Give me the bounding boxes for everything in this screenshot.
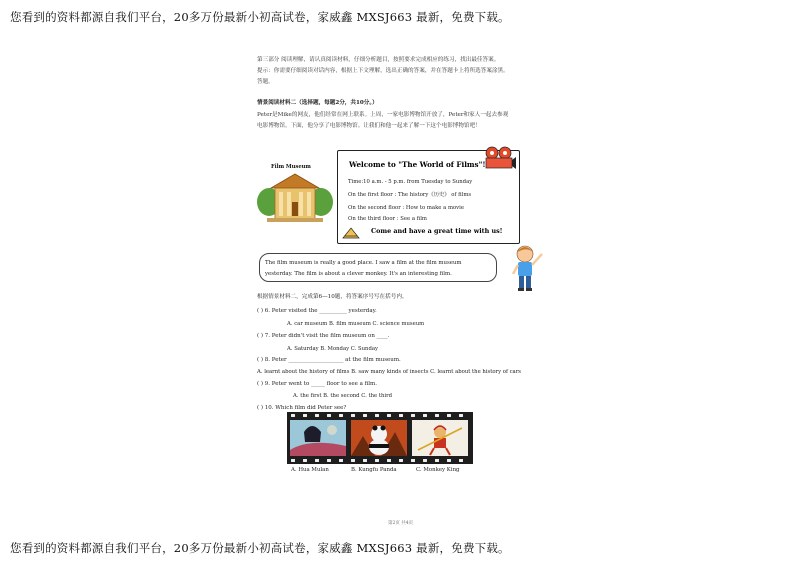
hua-mulan-poster bbox=[290, 420, 346, 456]
context-line-2: 电影博物馆。下面，他分享了电影博物馆。让我们和他一起来了解一下这个电影博物馆吧！ bbox=[257, 123, 481, 129]
question-9-stem: ( ) 9. Peter went to _____ floor to see a film. bbox=[257, 381, 378, 387]
monkey-king-poster bbox=[412, 420, 468, 456]
intro-line-3: 答题。 bbox=[257, 79, 274, 85]
sign-title: Welcome to "The World of Films"! bbox=[349, 160, 486, 169]
caption-hua-mulan: A. Hua Mulan bbox=[291, 467, 329, 473]
film-strip-options bbox=[287, 412, 473, 464]
intro-paragraph bbox=[257, 56, 555, 86]
clapperboard-icon bbox=[341, 226, 363, 240]
sign-second-floor: On the second floor : How to make a movie bbox=[348, 205, 464, 211]
sign-first-floor: On the first floor : The history《历史》 of films bbox=[348, 192, 472, 198]
question-7-stem: ( ) 7. Peter didn't visit the film museum on ____. bbox=[257, 333, 390, 339]
film-projector-icon bbox=[483, 146, 517, 170]
peter-speech-bubble bbox=[259, 253, 497, 282]
page-number: 第2页 共4页 bbox=[388, 521, 414, 526]
sign-third-floor: On the third floor : See a film bbox=[348, 216, 427, 222]
caption-monkey-king: C. Monkey King bbox=[416, 467, 460, 473]
section-heading: 情景阅读材料二（选择题，每题2分，共10分。） bbox=[257, 100, 378, 106]
film-museum-label: Film Museum bbox=[271, 164, 311, 170]
question-8-stem: ( ) 8. Peter ____________________ at the film museum. bbox=[257, 357, 401, 363]
intro-line-1: 第三部分 阅读理解，请认真阅读材料，仔细分析题目，按照要求完成相应的练习，找出最佳答案。 bbox=[257, 57, 500, 63]
question-8-options: A. learnt about the history of films B. saw many kinds of insects C. learnt about the history of cars bbox=[257, 369, 521, 375]
boy-character-illustration bbox=[510, 244, 546, 292]
worksheet-page bbox=[257, 50, 557, 530]
question-7-options: A. Saturday B. Monday C. Sunday bbox=[287, 346, 379, 352]
caption-kungfu-panda: B. Kungfu Panda bbox=[351, 467, 397, 473]
context-paragraph bbox=[257, 111, 555, 130]
intro-line-2: 提示：你需要仔细阅读对话内容，根据上下文理解，选出正确的答案，并在答题卡上将所选答案涂黑。 bbox=[257, 68, 509, 74]
question-6-stem: ( ) 6. Peter visited the __________ yesterday. bbox=[257, 308, 377, 314]
kungfu-panda-poster bbox=[351, 420, 407, 456]
museum-building-illustration bbox=[257, 172, 333, 224]
question-6-options: A. car museum B. film museum C. science museum bbox=[287, 321, 425, 327]
bubble-line-2: yesterday. The film is about a clever monkey. It's an interesting film. bbox=[265, 271, 452, 277]
context-line-1: Peter是Mike的网友，他们经常在网上联系。上周，一家电影博物馆开放了，Peter和家人一起去参观 bbox=[257, 112, 509, 118]
promo-banner-bottom: 您看到的资料都源自我们平台，20多万份最新小初高试卷，家威鑫 MXSJ663 最新，免费下载。 bbox=[10, 541, 510, 555]
sign-closing-line: Come and have a great time with us! bbox=[371, 227, 503, 235]
sign-opening-hours: Time:10 a.m. - 5 p.m. from Tuesday to Sunday bbox=[348, 179, 473, 185]
task-instruction: 根据情景材料二，完成第6—10题，将答案序号写在括号内。 bbox=[257, 294, 408, 300]
bubble-line-1: The film museum is really a good place. I saw a film at the film museum bbox=[265, 260, 462, 266]
question-10-stem: ( ) 10. Which film did Peter see? bbox=[257, 405, 347, 411]
promo-banner-top: 您看到的资料都源自我们平台，20多万份最新小初高试卷，家威鑫 MXSJ663 最新，免费下载。 bbox=[10, 10, 510, 24]
question-9-options: A. the first B. the second C. the third bbox=[293, 393, 393, 399]
